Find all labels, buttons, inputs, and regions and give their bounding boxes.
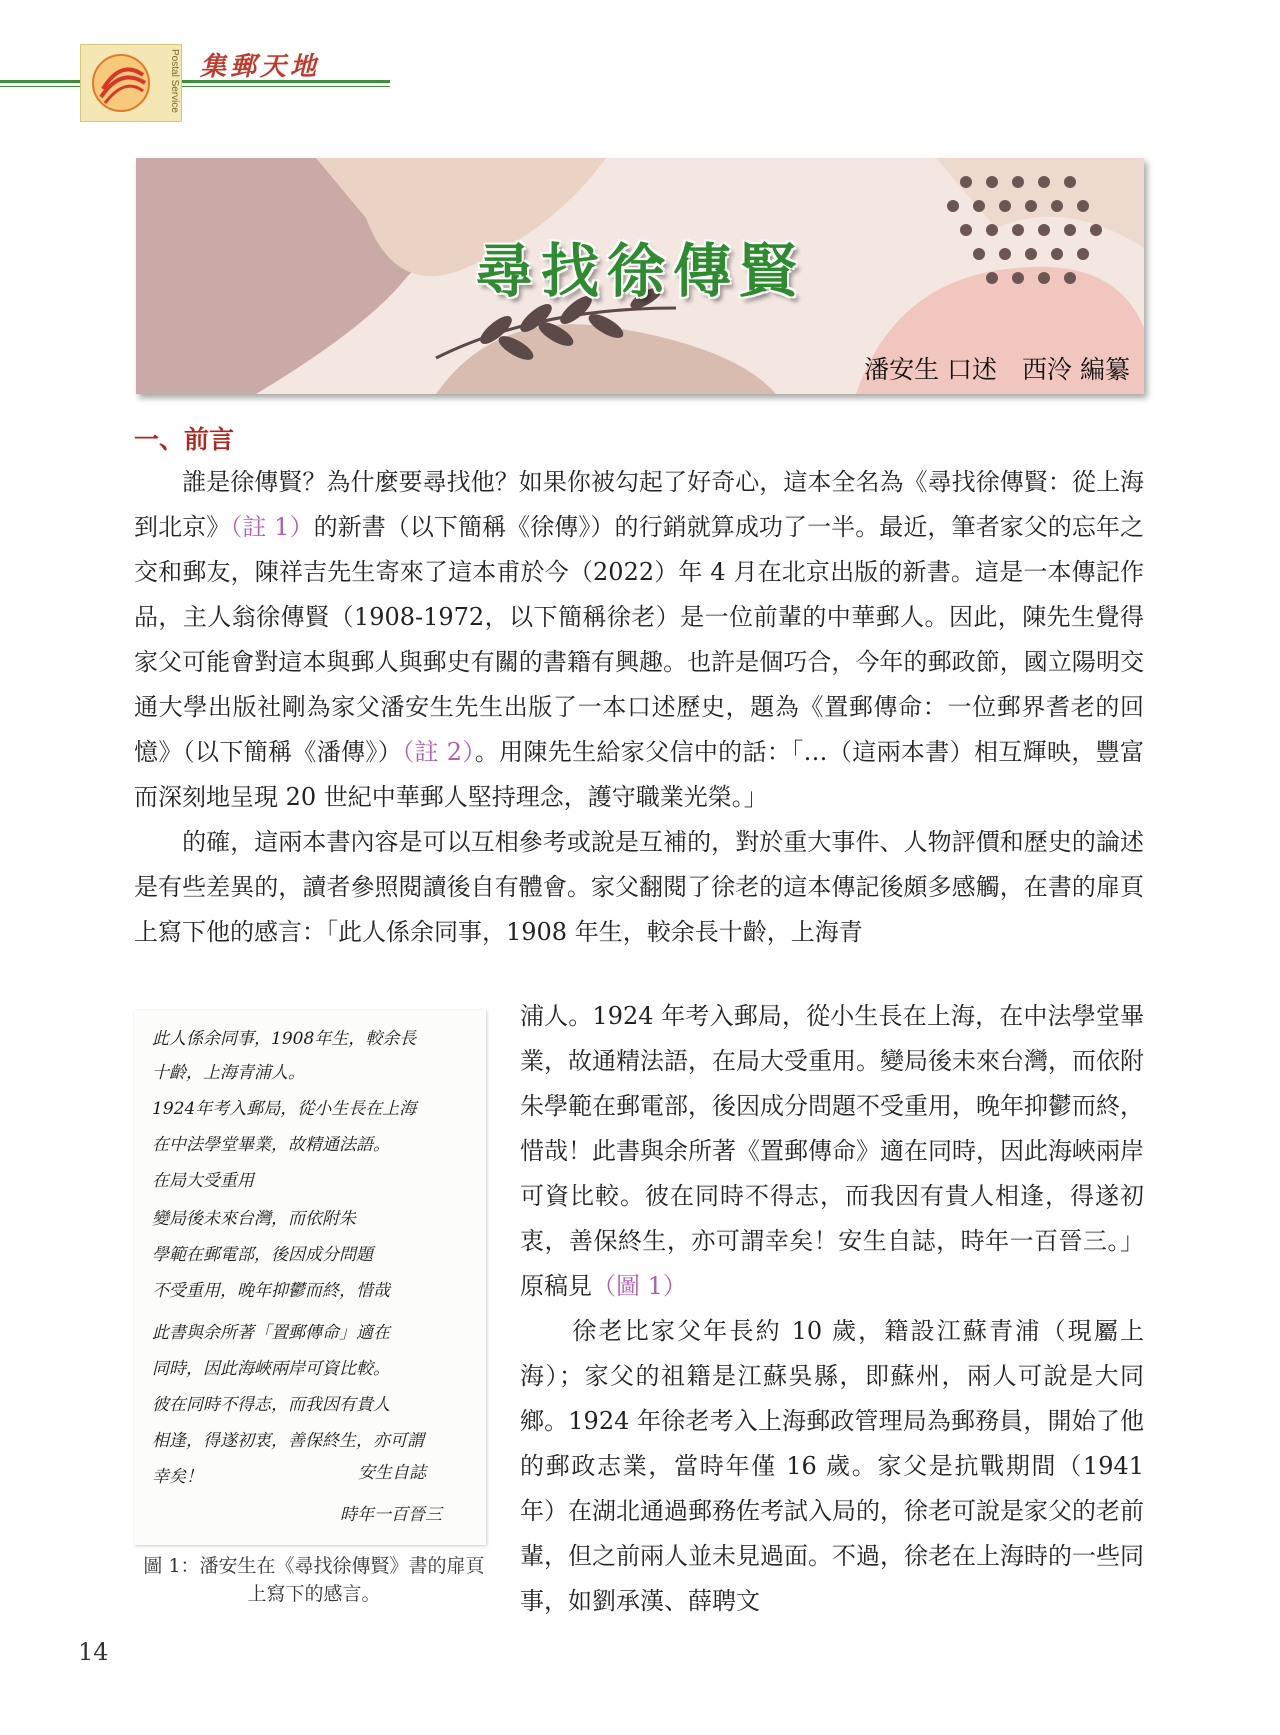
handwriting-line: 在局大受重用 [152,1171,254,1191]
handwriting-line: 變局後未來台灣，而依附朱 [152,1209,356,1229]
handwriting-signature: 安生自誌 [358,1463,426,1483]
handwriting-line: 同時，因此海峽兩岸可資比較。 [152,1359,390,1379]
logo-side-text: Postal Service [169,49,180,113]
header-rule-thin [0,86,390,87]
handwriting-line: 此人係余同事，1908年生，較余長 [152,1029,417,1049]
para1 [134,468,1144,811]
handwriting-line: 1924年考入郵局，從小生長在上海 [152,1099,417,1119]
handwriting-date: 時年一百晉三 [340,1505,442,1525]
handwriting-line: 學範在郵電部，後因成分問題 [152,1245,373,1265]
article-title: 尋找徐傳賢 [474,237,805,305]
handwritten-note-image [134,1010,486,1545]
footnote-ref: （註 2） [402,738,475,766]
handwriting-line: 不受重用，晚年抑鬱而終，惜哉 [152,1281,390,1301]
figure-caption: 圖 1：潘安生在《尋找徐傳賢》書的扉頁上寫下的感言。 [143,1555,485,1605]
magazine-brand: 集郵天地 [200,52,321,82]
section-heading: 一、前言 [134,425,235,454]
header-rule [0,80,390,83]
handwriting-line: 彼在同時不得志，而我因有貴人 [152,1395,390,1415]
handwriting-line: 十齡，上海青浦人。 [152,1063,305,1083]
figure-ref: （圖 1） [592,1272,687,1300]
handwriting-line: 相逢，得遂初衷，善保終生，亦可謂 [152,1431,424,1451]
text-run: 浦人。1924 年考入郵局，從小生長在上海，在中法學堂畢業，故通精法語，在局大受重用。變局後未來台灣，而依附朱學範在郵電部，後因成分問題不受重用，晚年抑鬱而終，惜哉！此書與余所著《置郵傳命》適在同時，因此海峽兩岸可資比較。彼在同時不得志，而我因有貴人相逢，得遂初衷，善保終生，亦可謂幸矣！安生自誌，時年一百晉三。」原稿見 [520,1002,1144,1300]
text-run: 誰是徐傳賢？為什麼要尋找他？如果你被勾起了好奇心，這本全名為《尋找徐傳賢：從上海到北京》 [134,468,1144,541]
handwriting-line: 在中法學堂畢業，故精通法語。 [152,1135,390,1155]
text-run: 的新書（以下簡稱《徐傳》）的行銷就算成功了一半。最近，筆者家父的忘年之交和郵友，陳祥吉先生寄來了這本甫於今（2022）年 4 月在北京出版的新書。這是一本傳記作品，主人翁徐傳賢（1908-1972，以下簡稱徐老）是一位前輩的中華郵人。因此，陳先生覺得家父可能會對這本與郵人與郵史有關的書籍有興趣。也許是個巧合，今年的郵政節，國立陽明交通大學出版社剛為家父潘安生先生出版了一本口述歷史，題為《置郵傳命：一位郵界耆老的回憶》（以下簡稱《潘傳》） [134,513,1145,766]
intro-paragraphs [134,460,1144,955]
para4: 徐老比家父年長約 10 歲，籍設江蘇青浦（現屬上海）；家父的祖籍是江蘇吳縣，即蘇州，兩人可說是大同鄉。1924 年徐老考入上海郵政管理局為郵務員，開始了他的郵政志業，當時年僅 16 歲。家父是抗戰期間（1941 年）在湖北通過郵務佐考試入局的，徐老可說是家父的老前輩，但之前兩人並未見過面。不過，徐老在上海時的一些同事，如劉承漢、薛聘文 [520,1317,1144,1615]
text-run: 。用陳先生給家父信中的話：「…（這兩本書）相互輝映，豐富而深刻地呈現 20 世紀中華郵人堅持理念，護守職業光榮。」 [134,738,1145,811]
article-byline: 潘安生 口述 西泠 編纂 [864,355,1130,384]
footnote-ref: （註 1） [230,513,314,541]
para2: 的確，這兩本書內容是可以互相參考或說是互補的，對於重大事件、人物評價和歷史的論述是有些差異的，讀者參照閱讀後自有體會。家父翻閱了徐老的這本傳記後頗多感觸，在書的扉頁上寫下他的感言：「此人係余同事，1908 年生，較余長十齡，上海青 [134,828,1144,946]
right-column-text [520,994,1144,1624]
handwriting-line: 此書與余所著「置郵傳命」適在 [152,1323,390,1343]
page-number: 14 [78,1638,109,1666]
para3 [520,1002,1144,1300]
handwriting-line: 幸矣！ [152,1467,203,1487]
